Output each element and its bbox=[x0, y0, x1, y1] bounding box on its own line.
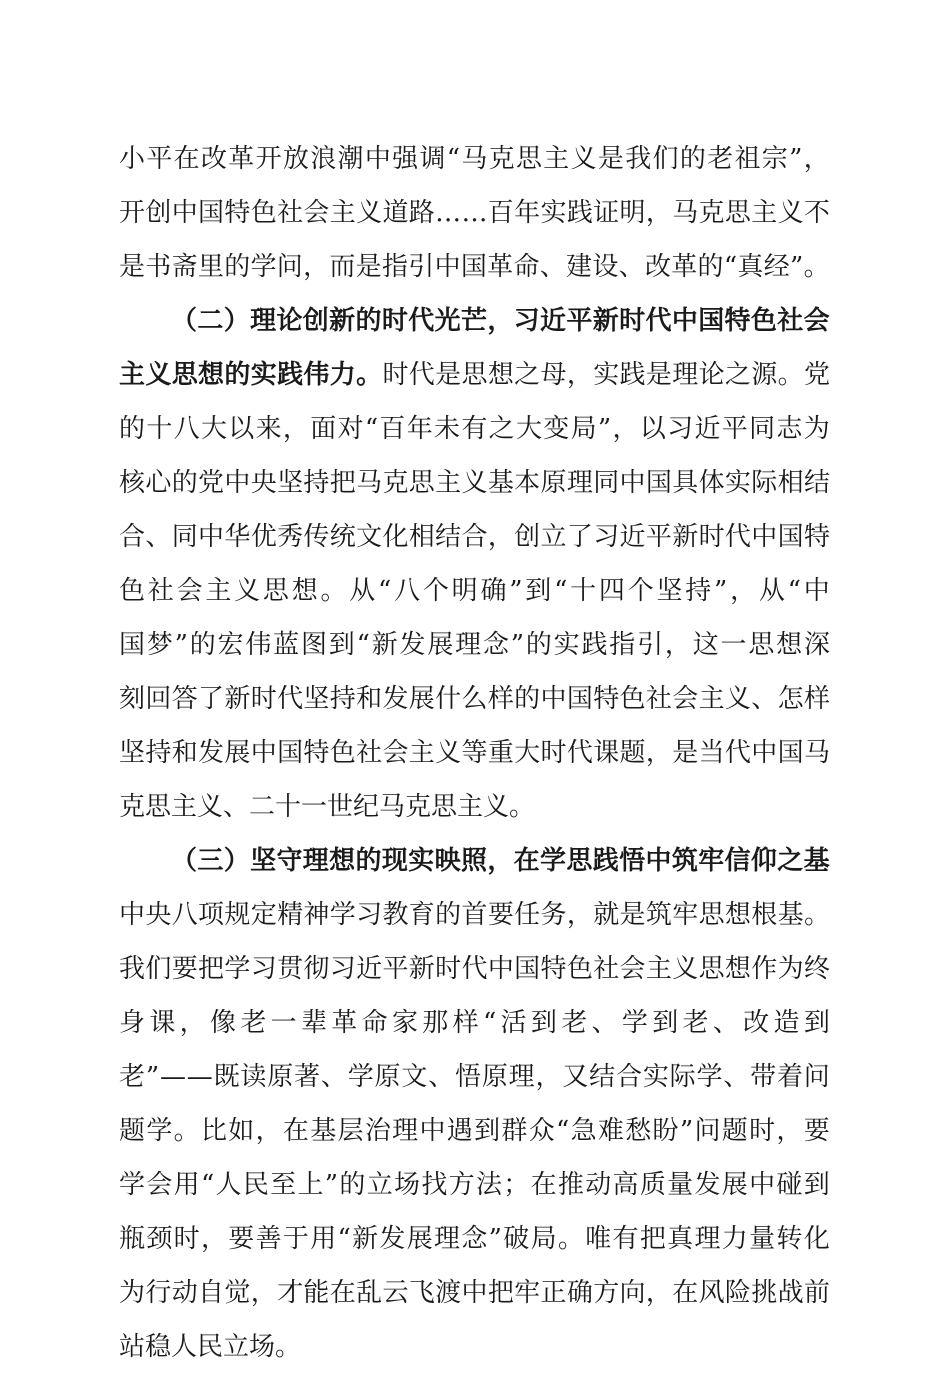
paragraph-2-line: 主 义 思 想 的 实 践 伟 力 。 时 代 是 思 想 之 母 ， 实 践 是 理 论 之 源 。 党 bbox=[119, 360, 830, 390]
paragraph-1-line: 开 创 中 国 特 色 社 会 主 义 道 路 … … 百 年 实 践 证 明 ， 马 克 思 主 义 不 bbox=[119, 198, 830, 228]
paragraph-3-line: 中 央 八 项 规 定 精 神 学 习 教 育 的 首 要 任 务 ， 就 是 筑 牢 思 想 根 基 。 bbox=[119, 900, 830, 930]
paragraph-2-line: 色 社 会 主 义 思 想 。 从 “ 八 个 明 确 ” 到 “ 十 四 个 坚 持 ” ， 从 “ 中 bbox=[119, 576, 830, 606]
document-body bbox=[119, 132, 830, 1374]
paragraph-3-line bbox=[119, 1320, 830, 1374]
paragraph-2-line: （ 二 ） 理 论 创 新 的 时 代 光 芒 ， 习 近 平 新 时 代 中 国 特 色 社 会 bbox=[171, 306, 830, 336]
paragraph-1-line: 小 平 在 改 革 开 放 浪 潮 中 强 调 “ 马 克 思 主 义 是 我 们 的 老 祖 宗 ” ， bbox=[119, 144, 830, 174]
paragraph-2-line: 坚 持 和 发 展 中 国 特 色 社 会 主 义 等 重 大 时 代 课 题 ， 是 当 代 中 国 马 bbox=[119, 738, 830, 768]
paragraph-2-line: 合 、 同 中 华 优 秀 传 统 文 化 相 结 合 ， 创 立 了 习 近 平 新 时 代 中 国 特 bbox=[119, 522, 830, 552]
paragraph-3-line: 老 ” — — 既 读 原 著 、 学 原 文 、 悟 原 理 ， 又 结 合 实 际 学 、 带 着 问 bbox=[119, 1062, 830, 1092]
paragraph-3-line: 身 课 ， 像 老 一 辈 革 命 家 那 样 “ 活 到 老 、 学 到 老 、 改 造 到 bbox=[119, 1008, 830, 1038]
body-text: 克思主义、二十一世纪马克思主义。 bbox=[119, 792, 536, 822]
paragraph-2-line: 刻 回 答 了 新 时 代 坚 持 和 发 展 什 么 样 的 中 国 特 色 社 会 主 义 、 怎 样 bbox=[119, 684, 830, 714]
paragraph-3-line: 题 学 。 比 如 ， 在 基 层 治 理 中 遇 到 群 众 “ 急 难 愁 盼 ” 问 题 时 ， 要 bbox=[119, 1116, 830, 1146]
paragraph-1-line: 是 书 斋 里 的 学 问 ， 而 是 指 引 中 国 革 命 、 建 设 、 改 革 的 “ 真 经 ” 。 bbox=[119, 252, 830, 282]
body-text: 站稳人民立场。 bbox=[119, 1332, 302, 1362]
paragraph-3-line: 学 会 用 “ 人 民 至 上 ” 的 立 场 找 方 法 ； 在 推 动 高 质 量 发 展 中 碰 到 bbox=[119, 1170, 830, 1200]
paragraph-2-line bbox=[119, 780, 830, 834]
paragraph-3-line: 为 行 动 自 觉 ， 才 能 在 乱 云 飞 渡 中 把 牢 正 确 方 向 ， 在 风 险 挑 战 前 bbox=[119, 1278, 830, 1308]
paragraph-3-line: 瓶 颈 时 ， 要 善 于 用 “ 新 发 展 理 念 ” 破 局 。 唯 有 把 真 理 力 量 转 化 bbox=[119, 1224, 830, 1254]
paragraph-3-line: 我 们 要 把 学 习 贯 彻 习 近 平 新 时 代 中 国 特 色 社 会 主 义 思 想 作 为 终 bbox=[119, 954, 830, 984]
paragraph-2-line: 核 心 的 党 中 央 坚 持 把 马 克 思 主 义 基 本 原 理 同 中 国 具 体 实 际 相 结 bbox=[119, 468, 830, 498]
paragraph-3-line: （ 三 ） 坚 守 理 想 的 现 实 映 照 ， 在 学 思 践 悟 中 筑 牢 信 仰 之 基 bbox=[171, 846, 830, 876]
paragraph-2-line: 的 十 八 大 以 来 ， 面 对 “ 百 年 未 有 之 大 变 局 ” ， 以 习 近 平 同 志 为 bbox=[119, 414, 830, 444]
paragraph-2-line: 国 梦 ” 的 宏 伟 蓝 图 到 “ 新 发 展 理 念 ” 的 实 践 指 引 ， 这 一 思 想 深 bbox=[119, 630, 830, 660]
